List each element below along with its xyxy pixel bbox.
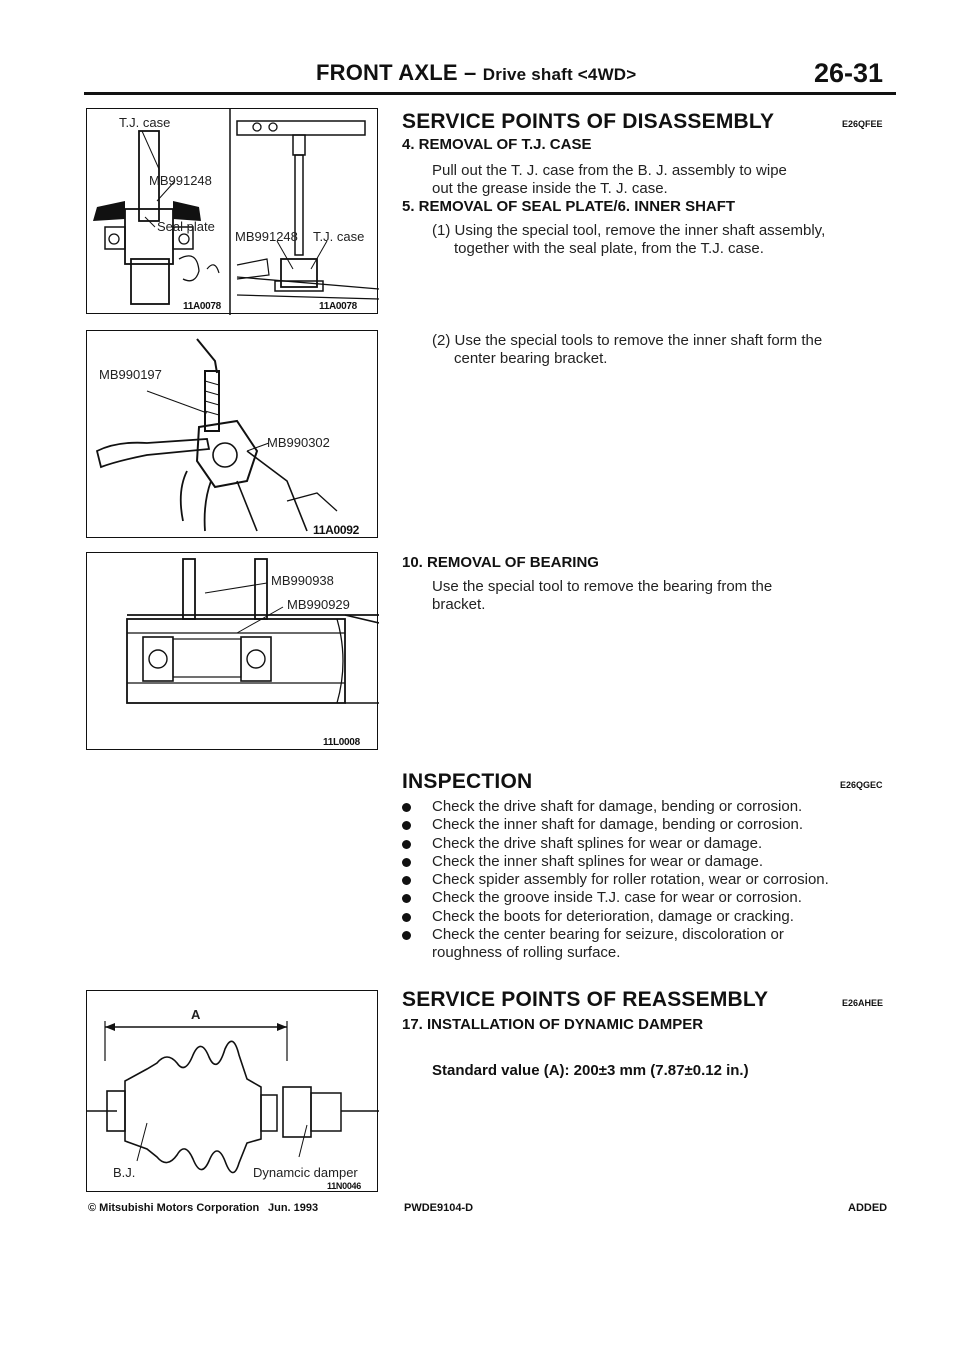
label-mb990197: MB990197	[99, 367, 162, 382]
header-rule	[84, 92, 896, 95]
footer-status: ADDED	[848, 1202, 888, 1214]
inspection-bullet: Check the inner shaft for damage, bending or corrosion.	[402, 816, 892, 834]
label-seal-plate: Seal plate	[157, 219, 215, 234]
reassembly-code: E26AHEE	[842, 998, 884, 1008]
standard-value: Standard value (A): 200±3 mm (7.87±0.12 in.)	[432, 1062, 749, 1079]
item4-text-line2: out the grease inside the T. J. case.	[432, 180, 668, 197]
item10-text-line1: Use the special tool to remove the bearing from the	[432, 578, 773, 595]
item4-title: 4. REMOVAL OF T.J. CASE	[402, 136, 592, 153]
item17-title: 17. INSTALLATION OF DYNAMIC DAMPER	[402, 1016, 704, 1033]
label-mb990302: MB990302	[267, 435, 330, 450]
inspection-bullet: Check the boots for deterioration, damage or cracking.	[402, 908, 892, 926]
footer-copyright: © Mitsubishi Motors Corporation	[88, 1202, 260, 1214]
disassembly-code: E26QFEE	[842, 119, 883, 129]
item10-text-line2: bracket.	[432, 596, 486, 613]
inner-shaft-illustration	[87, 331, 379, 539]
label-dynamic-damper: Dynamcic damper	[253, 1165, 358, 1180]
label-mb990938: MB990938	[271, 573, 334, 588]
inspection-list	[402, 798, 892, 963]
figure-inner-shaft-removal	[86, 330, 378, 538]
dynamic-damper-illustration	[87, 991, 379, 1193]
figure-code-fig4: 11N0046	[327, 1181, 361, 1191]
inspection-bullet: Check the inner shaft splines for wear or damage.	[402, 853, 892, 871]
inspection-bullet: Check the drive shaft for damage, bending or corrosion.	[402, 798, 892, 816]
label-tj-case-right: T.J. case	[313, 229, 365, 244]
footer-date: Jun. 1993	[268, 1202, 319, 1214]
label-tj-case-left: T.J. case	[119, 115, 171, 130]
page-title: FRONT AXLE – Drive shaft <4WD>	[316, 60, 637, 85]
inspection-bullet: Check the center bearing for seizure, discoloration or	[402, 926, 892, 944]
item5-title: 5. REMOVAL OF SEAL PLATE/6. INNER SHAFT	[402, 198, 736, 215]
figure-code-right: 11A0078	[319, 301, 357, 312]
item5-step2-line1: (2) Use the special tools to remove the inner shaft form the	[432, 332, 823, 349]
bearing-illustration	[87, 553, 379, 751]
item10-title: 10. REMOVAL OF BEARING	[402, 554, 599, 571]
figure-code-fig2: 11A0092	[313, 523, 359, 537]
disassembly-heading: SERVICE POINTS OF DISASSEMBLY	[402, 110, 775, 133]
figure-code-fig3: 11L0008	[323, 737, 360, 748]
inspection-heading: INSPECTION	[402, 770, 533, 793]
inspection-code: E26QGEC	[840, 780, 883, 790]
inspection-bullet: Check the drive shaft splines for wear or damage.	[402, 835, 892, 853]
item4-text-line1: Pull out the T. J. case from the B. J. assembly to wipe	[432, 162, 787, 179]
inspection-bullet: Check spider assembly for roller rotation, wear or corrosion.	[402, 871, 892, 889]
page-number: 26-31	[814, 58, 884, 88]
label-mb991248-left: MB991248	[149, 173, 212, 188]
figure-dynamic-damper	[86, 990, 378, 1192]
figure-tj-case-removal	[86, 108, 378, 314]
item5-step1-line1: (1) Using the special tool, remove the inner shaft assembly,	[432, 222, 826, 239]
label-mb990929: MB990929	[287, 597, 350, 612]
footer-pub-code: PWDE9104-D	[404, 1202, 474, 1214]
label-mb991248-right: MB991248	[235, 229, 298, 244]
figure-code-left: 11A0078	[183, 301, 221, 312]
figure-bearing-removal	[86, 552, 378, 750]
tj-case-illustration	[87, 109, 379, 315]
item5-step1-line2: together with the seal plate, from the T.J. case.	[454, 240, 764, 257]
label-bj: B.J.	[113, 1165, 136, 1180]
inspection-bullet: Check the groove inside T.J. case for wear or corrosion.	[402, 889, 892, 907]
label-dimension-a: A	[191, 1007, 201, 1022]
reassembly-heading: SERVICE POINTS OF REASSEMBLY	[402, 988, 769, 1011]
inspection-bullet-continuation: roughness of rolling surface.	[432, 944, 621, 962]
item5-step2-line2: center bearing bracket.	[454, 350, 608, 367]
